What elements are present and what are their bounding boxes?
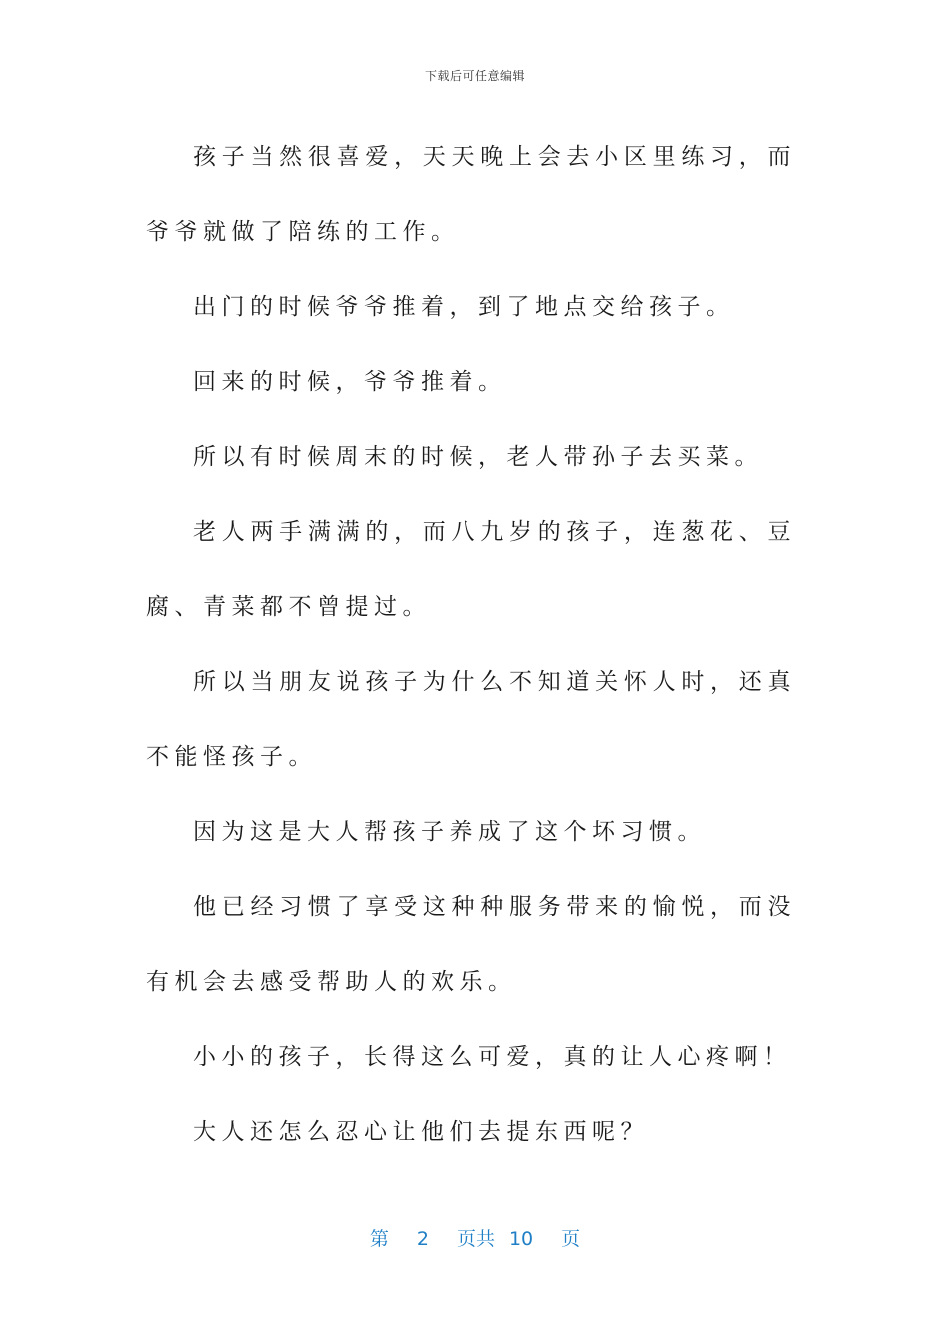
footer-middle: 页共: [456, 1228, 495, 1250]
paragraph: 所以有时候周末的时候，老人带孙子去买菜。: [193, 444, 763, 470]
paragraph: 出门的时候爷爷推着，到了地点交给孩子。: [193, 294, 735, 320]
footer-page-number: 2: [416, 1228, 429, 1250]
footer-prefix: 第: [369, 1228, 389, 1250]
footer-suffix: 页: [561, 1228, 581, 1250]
paragraph: 因为这是大人帮孩子养成了这个坏习惯。: [193, 819, 706, 845]
paragraph: 大人还怎么忍心让他们去提东西呢？: [193, 1119, 649, 1145]
paragraph: 回来的时候，爷爷推着。: [193, 369, 507, 395]
paragraph: 孩子当然很喜爱，天天晚上会去小区里练习，而爷爷就做了陪练的工作。: [146, 144, 796, 245]
paragraph: 小小的孩子，长得这么可爱，真的让人心疼啊！: [193, 1044, 792, 1070]
paragraph: 他已经习惯了享受这种种服务带来的愉悦，而没有机会去感受帮助人的欢乐。: [146, 894, 796, 995]
document-body: [146, 120, 796, 1170]
paragraph: 所以当朋友说孩子为什么不知道关怀人时，还真不能怪孩子。: [146, 669, 796, 770]
page-footer: [0, 1224, 950, 1251]
header-note: 下载后可任意编辑: [424, 69, 525, 83]
footer-total-pages: 10: [508, 1228, 534, 1250]
paragraph: 老人两手满满的，而八九岁的孩子，连葱花、豆腐、青菜都不曾提过。: [146, 519, 796, 620]
